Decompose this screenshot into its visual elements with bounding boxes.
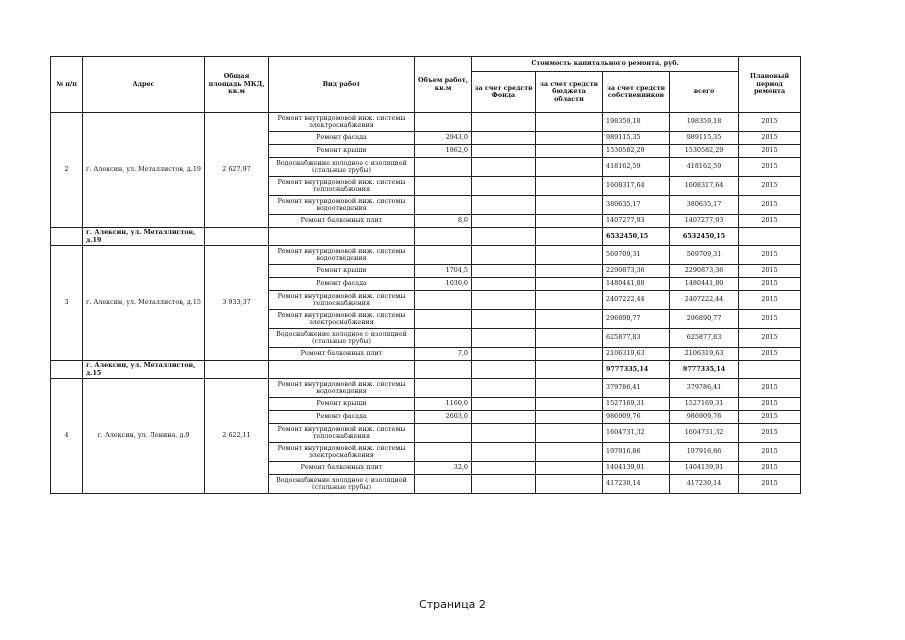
work-volume <box>415 424 472 443</box>
subtotal-volume <box>415 361 472 379</box>
work-volume <box>415 475 472 494</box>
cost-budget <box>536 462 603 475</box>
capital-repair-table <box>50 56 801 494</box>
header-own: за счет средств собственников <box>603 72 670 113</box>
cost-total: 1480441,80 <box>670 278 739 291</box>
cost-budget <box>536 379 603 398</box>
subtotal-address: г. Алексин, ул. Металлистов, д.19 <box>83 228 205 246</box>
work-type: Ремонт внутридомовой инж. системы водоотведения <box>269 379 415 398</box>
cost-own: 1608317,64 <box>603 177 670 196</box>
cost-fund <box>472 291 536 310</box>
cost-own: 1480441,80 <box>603 278 670 291</box>
work-volume <box>415 246 472 265</box>
repair-period: 2015 <box>739 411 801 424</box>
subtotal-area <box>205 228 269 246</box>
cost-budget <box>536 113 603 132</box>
cost-total: 380635,17 <box>670 196 739 215</box>
cost-total: 1530582,29 <box>670 145 739 158</box>
header-budget: за счет средств бюджета области <box>536 72 603 113</box>
work-volume <box>415 443 472 462</box>
cost-budget <box>536 475 603 494</box>
subtotal-work <box>269 361 415 379</box>
table-header <box>51 57 801 113</box>
building-address: г. Алексин, ул. Металлистов, д.19 <box>83 113 205 228</box>
cost-own: 380635,17 <box>603 196 670 215</box>
cost-budget <box>536 443 603 462</box>
subtotal-address: г. Алексин, ул. Металлистов, д.15 <box>83 361 205 379</box>
work-volume: 8,0 <box>415 215 472 228</box>
cost-own: 417230,14 <box>603 475 670 494</box>
work-type: Ремонт крыши <box>269 145 415 158</box>
repair-period: 2015 <box>739 462 801 475</box>
cost-own: 986909,76 <box>603 411 670 424</box>
repair-period: 2015 <box>739 424 801 443</box>
cost-own: 1404139,91 <box>603 462 670 475</box>
repair-schedule-sheet <box>50 56 800 494</box>
cost-fund <box>472 278 536 291</box>
work-volume: 32,0 <box>415 462 472 475</box>
cost-budget <box>536 158 603 177</box>
cost-total: 417230,14 <box>670 475 739 494</box>
header-address: Адрес <box>83 57 205 113</box>
subtotal-fund <box>472 228 536 246</box>
repair-period: 2015 <box>739 196 801 215</box>
work-type: Ремонт внутридомовой инж. системы водоотведения <box>269 196 415 215</box>
repair-period: 2015 <box>739 145 801 158</box>
cost-total: 1527169,31 <box>670 398 739 411</box>
repair-period: 2015 <box>739 246 801 265</box>
table-body <box>51 113 801 494</box>
cost-total: 198359,18 <box>670 113 739 132</box>
cost-fund <box>472 196 536 215</box>
cost-total: 1404139,91 <box>670 462 739 475</box>
work-type: Ремонт внутридомовой инж. системы электроснабжения <box>269 443 415 462</box>
repair-period: 2015 <box>739 379 801 398</box>
cost-budget <box>536 398 603 411</box>
work-volume <box>415 379 472 398</box>
cost-budget <box>536 329 603 348</box>
work-type: Ремонт крыши <box>269 265 415 278</box>
repair-period: 2015 <box>739 475 801 494</box>
header-area: Общая площадь МКД, кв.м <box>205 57 269 113</box>
cost-total: 418162,59 <box>670 158 739 177</box>
cost-fund <box>472 398 536 411</box>
cost-own: 197916,86 <box>603 443 670 462</box>
work-volume: 1036,0 <box>415 278 472 291</box>
subtotal-area <box>205 361 269 379</box>
work-volume <box>415 113 472 132</box>
work-volume: 1704,5 <box>415 265 472 278</box>
cost-own: 569709,31 <box>603 246 670 265</box>
subtotal-total: 6532450,15 <box>670 228 739 246</box>
cost-total: 1608317,64 <box>670 177 739 196</box>
work-type: Водоснабжение холодное с изоляцией (стальные трубы) <box>269 158 415 177</box>
work-volume <box>415 291 472 310</box>
subtotal-budget <box>536 361 603 379</box>
repair-period: 2015 <box>739 398 801 411</box>
work-volume <box>415 196 472 215</box>
cost-fund <box>472 310 536 329</box>
subtotal-period <box>739 228 801 246</box>
work-volume: 2603,0 <box>415 411 472 424</box>
cost-own: 989115,35 <box>603 132 670 145</box>
cost-fund <box>472 145 536 158</box>
header-cost-group: Стоимость капитального ремонта, руб. <box>472 57 739 72</box>
cost-budget <box>536 265 603 278</box>
cost-total: 197916,86 <box>670 443 739 462</box>
building-address: г. Алексин, ул. Ленина, д.9 <box>83 379 205 494</box>
cost-total: 986909,76 <box>670 411 739 424</box>
work-type: Ремонт балконных плит <box>269 462 415 475</box>
cost-own: 379786,41 <box>603 379 670 398</box>
cost-own: 418162,59 <box>603 158 670 177</box>
cost-own: 1604731,32 <box>603 424 670 443</box>
work-type: Ремонт крыши <box>269 398 415 411</box>
building-area: 2 627,97 <box>205 113 269 228</box>
cost-total: 625877,83 <box>670 329 739 348</box>
building-area: 3 933,37 <box>205 246 269 361</box>
work-type: Ремонт внутридомовой инж. системы теплоснабжения <box>269 291 415 310</box>
subtotal-total: 9777335,14 <box>670 361 739 379</box>
cost-total: 989115,35 <box>670 132 739 145</box>
repair-period: 2015 <box>739 278 801 291</box>
work-volume <box>415 177 472 196</box>
repair-period: 2015 <box>739 310 801 329</box>
subtotal-spacer <box>51 361 83 379</box>
repair-period: 2015 <box>739 177 801 196</box>
cost-budget <box>536 291 603 310</box>
building-num: 2 <box>51 113 83 228</box>
cost-budget <box>536 348 603 361</box>
cost-fund <box>472 424 536 443</box>
work-type: Ремонт фасада <box>269 411 415 424</box>
repair-period: 2015 <box>739 158 801 177</box>
repair-period: 2015 <box>739 132 801 145</box>
work-type: Водоснабжение холодное с изоляцией (стальные трубы) <box>269 329 415 348</box>
cost-budget <box>536 246 603 265</box>
cost-budget <box>536 278 603 291</box>
cost-budget <box>536 215 603 228</box>
work-volume: 1160,0 <box>415 398 472 411</box>
repair-period: 2015 <box>739 291 801 310</box>
cost-budget <box>536 177 603 196</box>
work-type: Водоснабжение холодное с изоляцией (стальные трубы) <box>269 475 415 494</box>
cost-fund <box>472 329 536 348</box>
building-address: г. Алексин, ул. Металлистов, д.15 <box>83 246 205 361</box>
table-row <box>51 379 801 398</box>
repair-period: 2015 <box>739 265 801 278</box>
cost-total: 1407277,93 <box>670 215 739 228</box>
repair-period: 2015 <box>739 443 801 462</box>
cost-budget <box>536 145 603 158</box>
cost-fund <box>472 158 536 177</box>
cost-budget <box>536 411 603 424</box>
repair-period: 2015 <box>739 113 801 132</box>
cost-total: 569709,31 <box>670 246 739 265</box>
subtotal-volume <box>415 228 472 246</box>
cost-own: 2106319,63 <box>603 348 670 361</box>
table-row <box>51 246 801 265</box>
subtotal-own: 6532450,15 <box>603 228 670 246</box>
cost-own: 2290873,36 <box>603 265 670 278</box>
work-volume <box>415 158 472 177</box>
work-type: Ремонт внутридомовой инж. системы теплоснабжения <box>269 177 415 196</box>
subtotal-period <box>739 361 801 379</box>
repair-period: 2015 <box>739 348 801 361</box>
cost-fund <box>472 246 536 265</box>
cost-total: 2407222,44 <box>670 291 739 310</box>
work-volume: 1862,0 <box>415 145 472 158</box>
cost-budget <box>536 196 603 215</box>
subtotal-row <box>51 361 801 379</box>
cost-fund <box>472 411 536 424</box>
cost-fund <box>472 177 536 196</box>
work-type: Ремонт фасада <box>269 132 415 145</box>
cost-own: 296890,77 <box>603 310 670 329</box>
cost-total: 1604731,32 <box>670 424 739 443</box>
work-volume: 7,0 <box>415 348 472 361</box>
table-row <box>51 113 801 132</box>
work-volume <box>415 310 472 329</box>
header-num: № п/п <box>51 57 83 113</box>
page-footer: Страница 2 <box>419 598 486 611</box>
cost-budget <box>536 310 603 329</box>
cost-own: 625877,83 <box>603 329 670 348</box>
work-volume <box>415 329 472 348</box>
building-num: 3 <box>51 246 83 361</box>
subtotal-work <box>269 228 415 246</box>
header-work-type: Вид работ <box>269 57 415 113</box>
cost-total: 2106319,63 <box>670 348 739 361</box>
cost-total: 296890,77 <box>670 310 739 329</box>
header-fund: за счет средств Фонда <box>472 72 536 113</box>
cost-own: 2407222,44 <box>603 291 670 310</box>
cost-own: 1527169,31 <box>603 398 670 411</box>
repair-period: 2015 <box>739 329 801 348</box>
cost-fund <box>472 265 536 278</box>
work-type: Ремонт внутридомовой инж. системы электроснабжения <box>269 113 415 132</box>
cost-total: 2290873,36 <box>670 265 739 278</box>
subtotal-budget <box>536 228 603 246</box>
cost-own: 1530582,29 <box>603 145 670 158</box>
header-volume: Объем работ, кв.м <box>415 57 472 113</box>
cost-fund <box>472 379 536 398</box>
work-type: Ремонт внутридомовой инж. системы водоотведения <box>269 246 415 265</box>
cost-fund <box>472 462 536 475</box>
work-type: Ремонт внутридомовой инж. системы теплоснабжения <box>269 424 415 443</box>
building-area: 2 622,11 <box>205 379 269 494</box>
cost-own: 1407277,93 <box>603 215 670 228</box>
subtotal-fund <box>472 361 536 379</box>
subtotal-spacer <box>51 228 83 246</box>
repair-period: 2015 <box>739 215 801 228</box>
work-volume: 2943,0 <box>415 132 472 145</box>
cost-fund <box>472 113 536 132</box>
header-period: Плановый период ремонта <box>739 57 801 113</box>
work-type: Ремонт фасада <box>269 278 415 291</box>
subtotal-own: 9777335,14 <box>603 361 670 379</box>
cost-fund <box>472 475 536 494</box>
cost-own: 198359,18 <box>603 113 670 132</box>
header-total: всего <box>670 72 739 113</box>
cost-budget <box>536 132 603 145</box>
subtotal-row <box>51 228 801 246</box>
cost-budget <box>536 424 603 443</box>
work-type: Ремонт внутридомовой инж. системы электроснабжения <box>269 310 415 329</box>
cost-total: 379786,41 <box>670 379 739 398</box>
work-type: Ремонт балконных плит <box>269 348 415 361</box>
cost-fund <box>472 215 536 228</box>
cost-fund <box>472 132 536 145</box>
work-type: Ремонт балконных плит <box>269 215 415 228</box>
building-num: 4 <box>51 379 83 494</box>
cost-fund <box>472 443 536 462</box>
cost-fund <box>472 348 536 361</box>
